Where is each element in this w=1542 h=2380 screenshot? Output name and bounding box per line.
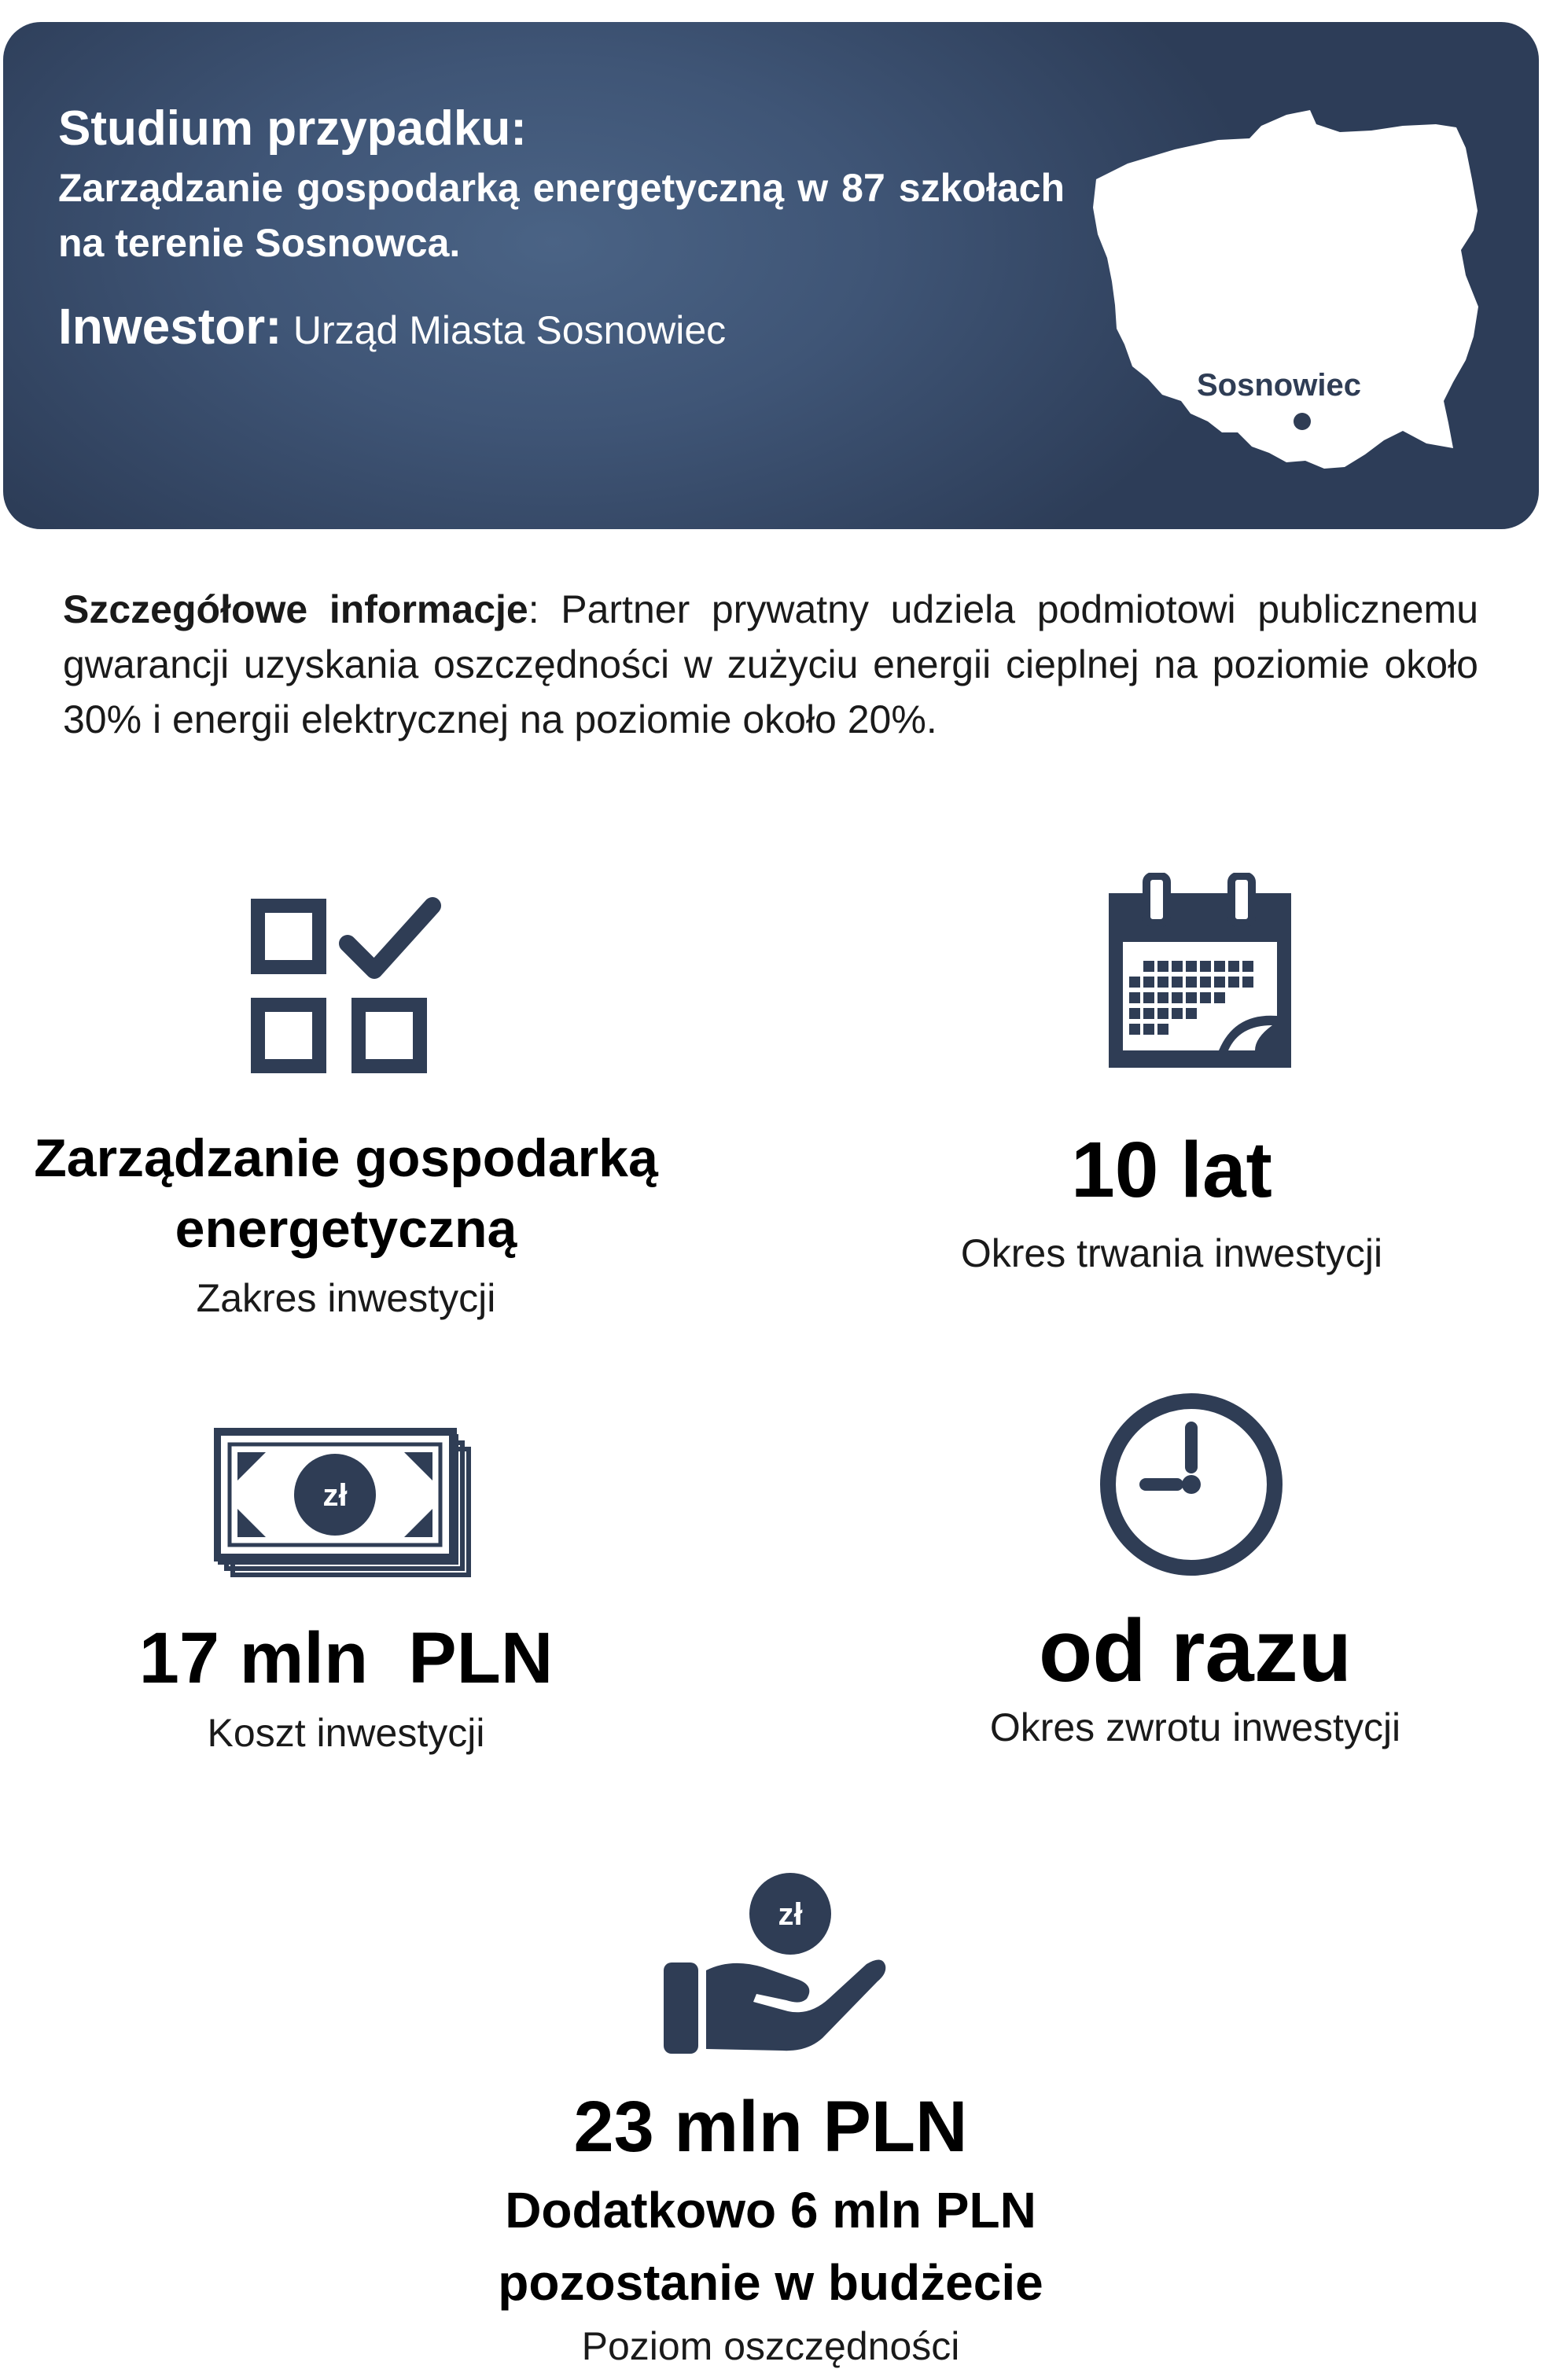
investor-label: Inwestor: bbox=[58, 298, 282, 355]
calendar-icon bbox=[1101, 873, 1297, 1073]
details-paragraph bbox=[63, 582, 1478, 747]
scope-caption: Zakres inwestycji bbox=[196, 1276, 496, 1320]
banknotes-icon bbox=[214, 1427, 481, 1584]
investor-row bbox=[58, 297, 726, 355]
payback-caption: Okres zwrotu inwestycji bbox=[989, 1705, 1401, 1749]
duration-value: 10 lat bbox=[1071, 1126, 1272, 1214]
savings-extra bbox=[377, 2174, 1164, 2319]
scope-value-line2: energetyczną bbox=[175, 1199, 517, 1259]
details-text: : Partner prywatny udziela podmiotowi publicznemu gwarancji uzyskania oszczędności w zużyciu energii cieplnej na poziomie około 30% i energii elektrycznej na poziomie około 20%. bbox=[63, 587, 1478, 741]
header-banner bbox=[3, 22, 1539, 529]
duration-caption: Okres trwania inwestycji bbox=[960, 1231, 1383, 1275]
clock-icon bbox=[1097, 1390, 1286, 1579]
savings-caption: Poziom oszczędności bbox=[581, 2324, 960, 2368]
coin-currency-label: zł bbox=[778, 1897, 803, 1932]
scope-value bbox=[0, 1123, 692, 1264]
poland-map-icon bbox=[1080, 93, 1489, 502]
scope-value-line1: Zarządzanie gospodarką bbox=[34, 1128, 658, 1188]
savings-extra-line2: pozostanie w budżecie bbox=[498, 2254, 1043, 2311]
investor-value: Urząd Miasta Sosnowiec bbox=[293, 308, 727, 352]
savings-extra-line1: Dodatkowo 6 mln PLN bbox=[505, 2182, 1036, 2238]
banknote-currency-label: zł bbox=[322, 1478, 348, 1513]
savings-value: 23 mln PLN bbox=[573, 2087, 968, 2167]
cost-caption: Koszt inwestycji bbox=[207, 1711, 485, 1755]
details-label: Szczegółowe informacje bbox=[63, 587, 528, 631]
payback-value: od razu bbox=[1038, 1602, 1352, 1700]
case-study-subtitle: Zarządzanie gospodarką energetyczną w 87 szkołach na terenie Sosnowca. bbox=[58, 166, 1065, 265]
cost-value: 17 mln PLN bbox=[138, 1618, 554, 1698]
case-study-title: Studium przypadku: bbox=[58, 101, 527, 156]
checklist-icon bbox=[250, 896, 443, 1077]
hand-coin-icon bbox=[661, 1870, 889, 2058]
map-city-label: Sosnowiec bbox=[1197, 368, 1361, 403]
